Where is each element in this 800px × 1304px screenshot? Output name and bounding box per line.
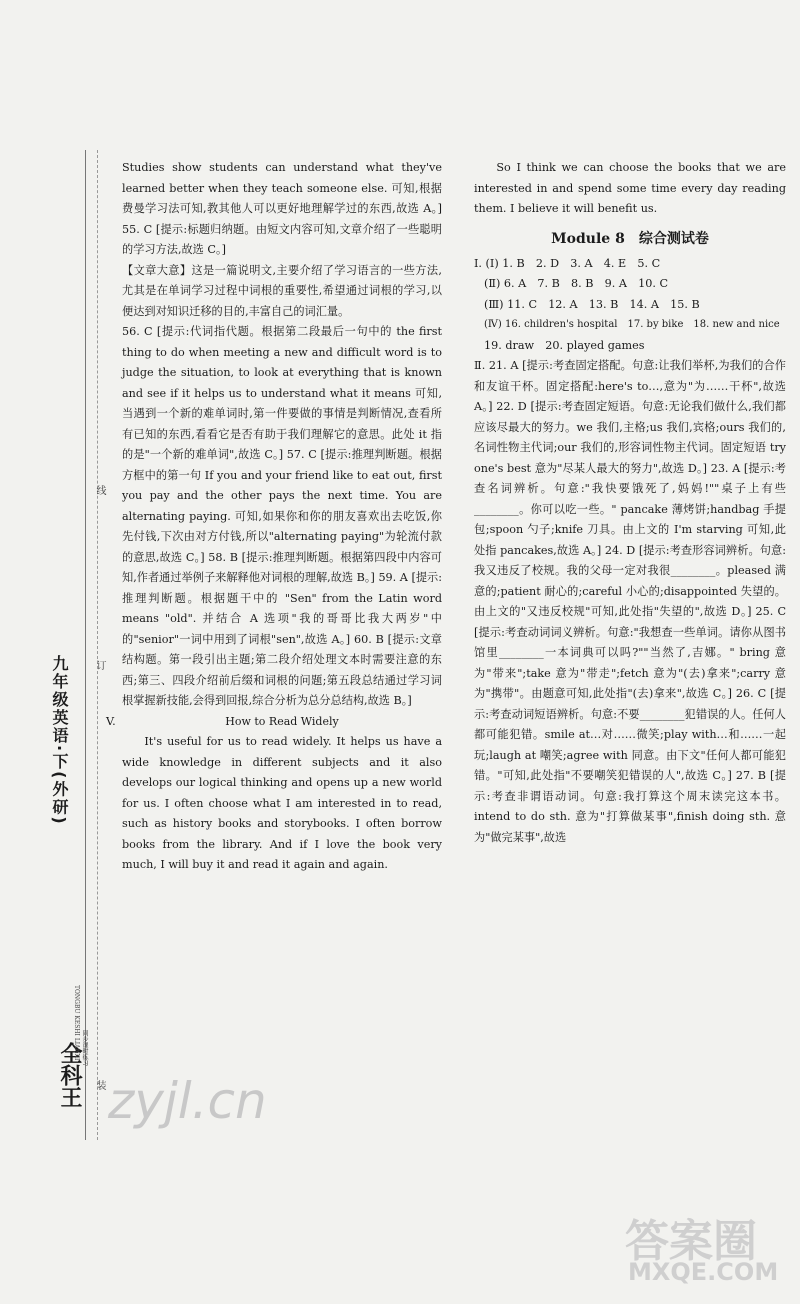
brand-name: 全科王 xyxy=(57,1042,82,1108)
logo-url-watermark: MXQE.COM xyxy=(628,1258,779,1286)
book-title: 九年级英语·下(外研) xyxy=(50,655,69,826)
essay-title: How to Read Widely xyxy=(225,714,339,728)
left-column xyxy=(106,158,442,876)
essay-heading-row xyxy=(106,712,442,733)
answer-row-text: 11. C 12. A 13. B 14. A 15. B xyxy=(507,297,700,311)
essay-body: It's useful for us to read widely. It helps us have a wide knowledge in different subjects and it also develops our logical thinking and opens up a new world for us. I often choose what I am interested in to read, such as history books and storybooks. I often borrow books from the library. And if I love the book very much, I will buy it and read it again and again. xyxy=(122,735,442,871)
essay-ending: So I think we can choose the books that we are interested in and spend some time every day reading them. I believe it will benefit us. xyxy=(474,161,786,215)
article-summary: 【文章大意】这是一篇说明文,主要介绍了学习语言的一些方法,尤其是在单词学习过程中词根的重要性,希望通过词根的学习,以便达到对知识迁移的目的,丰富自己的词汇量。 xyxy=(122,263,442,318)
binding-mark-zhuang: 装 xyxy=(94,1080,105,1090)
section-label: V. xyxy=(106,714,116,728)
binding-mark-ding: 订 xyxy=(94,660,105,670)
answer-row xyxy=(474,254,786,275)
brand-subtitle: 同步课时练习 xyxy=(81,1030,88,1066)
answer-row-label: (Ⅳ) xyxy=(484,319,502,330)
module-title: Module 8 综合测试卷 xyxy=(551,230,709,247)
right-column xyxy=(474,158,786,848)
answer-row-text: 16. children's hospital 17. by bike 18. new and nice xyxy=(504,319,780,330)
site-watermark: zyjl.cn xyxy=(108,1072,267,1130)
answer-row-text: 19. draw 20. played games xyxy=(484,338,645,352)
binding-mark-xian: 线 xyxy=(94,485,105,495)
brand-pinyin: TONGBU KESHI LIANXI xyxy=(73,985,80,1061)
answer-row xyxy=(474,315,786,336)
answer-row xyxy=(474,274,786,295)
answer-paragraph: Studies show students can understand what they've learned better when they teach someone else. 可知,根据费曼学习法可知,教其他人可以更好地理解学过的东西,故选 A。] 55. C [提示:标题归纳题。由短文内容可知,文章介绍了一些聪明的学习方法,故选 C。] xyxy=(122,161,442,256)
spine-cut-line xyxy=(97,150,98,1140)
answer-row xyxy=(474,295,786,316)
answer-row-text: 6. A 7. B 8. B 9. A 10. C xyxy=(503,277,669,290)
answer-row-label: (Ⅱ) xyxy=(484,277,501,290)
answer-row-text: 1. B 2. D 3. A 4. E 5. C xyxy=(502,256,661,270)
explanation-text: Ⅱ. 21. A [提示:考查固定搭配。句意:让我们举杯,为我们的合作和友谊干杯。固定搭配:here's to…,意为"为……干杯",故选 A。] 22. D [提示:考查固定短语。句意:无论我们做什么,我们都应该尽最大的努力。we 我们,主格;us 我们,宾格;ours 我们的,名词性物主代词;our 我们的,形容词性物主代词。固定短语 try one's best 意为"尽某人最大的努力",故选 D。] 23. A [提示:考查名词辨析。句意:"我快要饿死了,妈妈!""桌子上有些________。你可以吃一些。" pancake 薄烤饼;handbag 手提包;spoon 勺子;knife 刀具。由上文的 I'm starving 可知,此处指 pancakes,故选 A。] 24. D [提示:考查形容词辨析。句意:我又违反了校规。我的父母一定对我很________。pleased 满意的;patient 耐心的;careful 小心的;disappointed 失望的。由上文的"又违反校规"可知,此处指"失望的",故选 D。] 25. C [提示:考查动词词义辨析。句意:"我想查一些单词。请你从图书馆里________一本词典可以吗?""当然了,吉娜。" bring 意为"带来";take 意为"带走";fetch 意为"(去)拿来";carry 意为"携带"。由题意可知,此处指"(去)拿来",故选 C。] 26. C [提示:考查动词短语辨析。句意:不要________犯错误的人。任何人都可能犯错。smile at…对……微笑;play with…和……一起玩;laugh at 嘲笑;agree with 同意。由下文"任何人都可能犯错。"可知,此处指"不要嘲笑犯错误的人",故选 C。] 27. B [提示:考查非谓语动词。句意:我打算这个周末读完这本书。intend to do sth. 意为"打算做某事",finish doing sth. 意为"做完某事",故选 xyxy=(474,359,786,844)
answer-row-label: (Ⅲ) xyxy=(484,297,504,311)
spine-divider-line xyxy=(85,150,86,1140)
answer-paragraph: 56. C [提示:代词指代题。根据第二段最后一句中的 the first thing to do when meeting a new and difficult word is to judge the situation, to look at everything that is known and see if it helps us to understand what it means 可知,当遇到一个新的难单词时,第一件要做的事情是判断情况,查看所有已知的东西,看看它是否有助于我们理解它的意思。此处 it 指的是"一个新的难单词",故选 C。] 57. C [提示:推理判断题。根据方框中的第一句 If you and your friend like to eat out, first you pay and the other pays the next time. You are alternating paying. 可知,如果你和你的朋友喜欢出去吃饭,你先付钱,下次由对方付钱,所以"alternating paying"为轮流付款的意思,故选 C。] 58. B [提示:推理判断题。根据第四段中内容可知,作者通过举例子来解释他对词根的理解,故选 B。] 59. A [提示:推理判断题。根据题干中的 "Sen" from the Latin word means "old". 并结合 A 选项"我的哥哥比我大两岁"中的"senior"一词中用到了词根"sen",故选 A。] 60. B [提示:文章结构题。第一段引出主题;第二段介绍处理文本时需要注意的东西;第三、四段介绍前后缀和词根的问题;第五段总结通过学习词根掌握新技能,会得到回报,综合分析为总分总结构,故选 B。] xyxy=(122,325,442,707)
answer-row xyxy=(474,336,786,357)
answer-row-label: Ⅰ. (Ⅰ) xyxy=(474,256,499,270)
logo-watermark: 答案圈 xyxy=(625,1216,757,1267)
